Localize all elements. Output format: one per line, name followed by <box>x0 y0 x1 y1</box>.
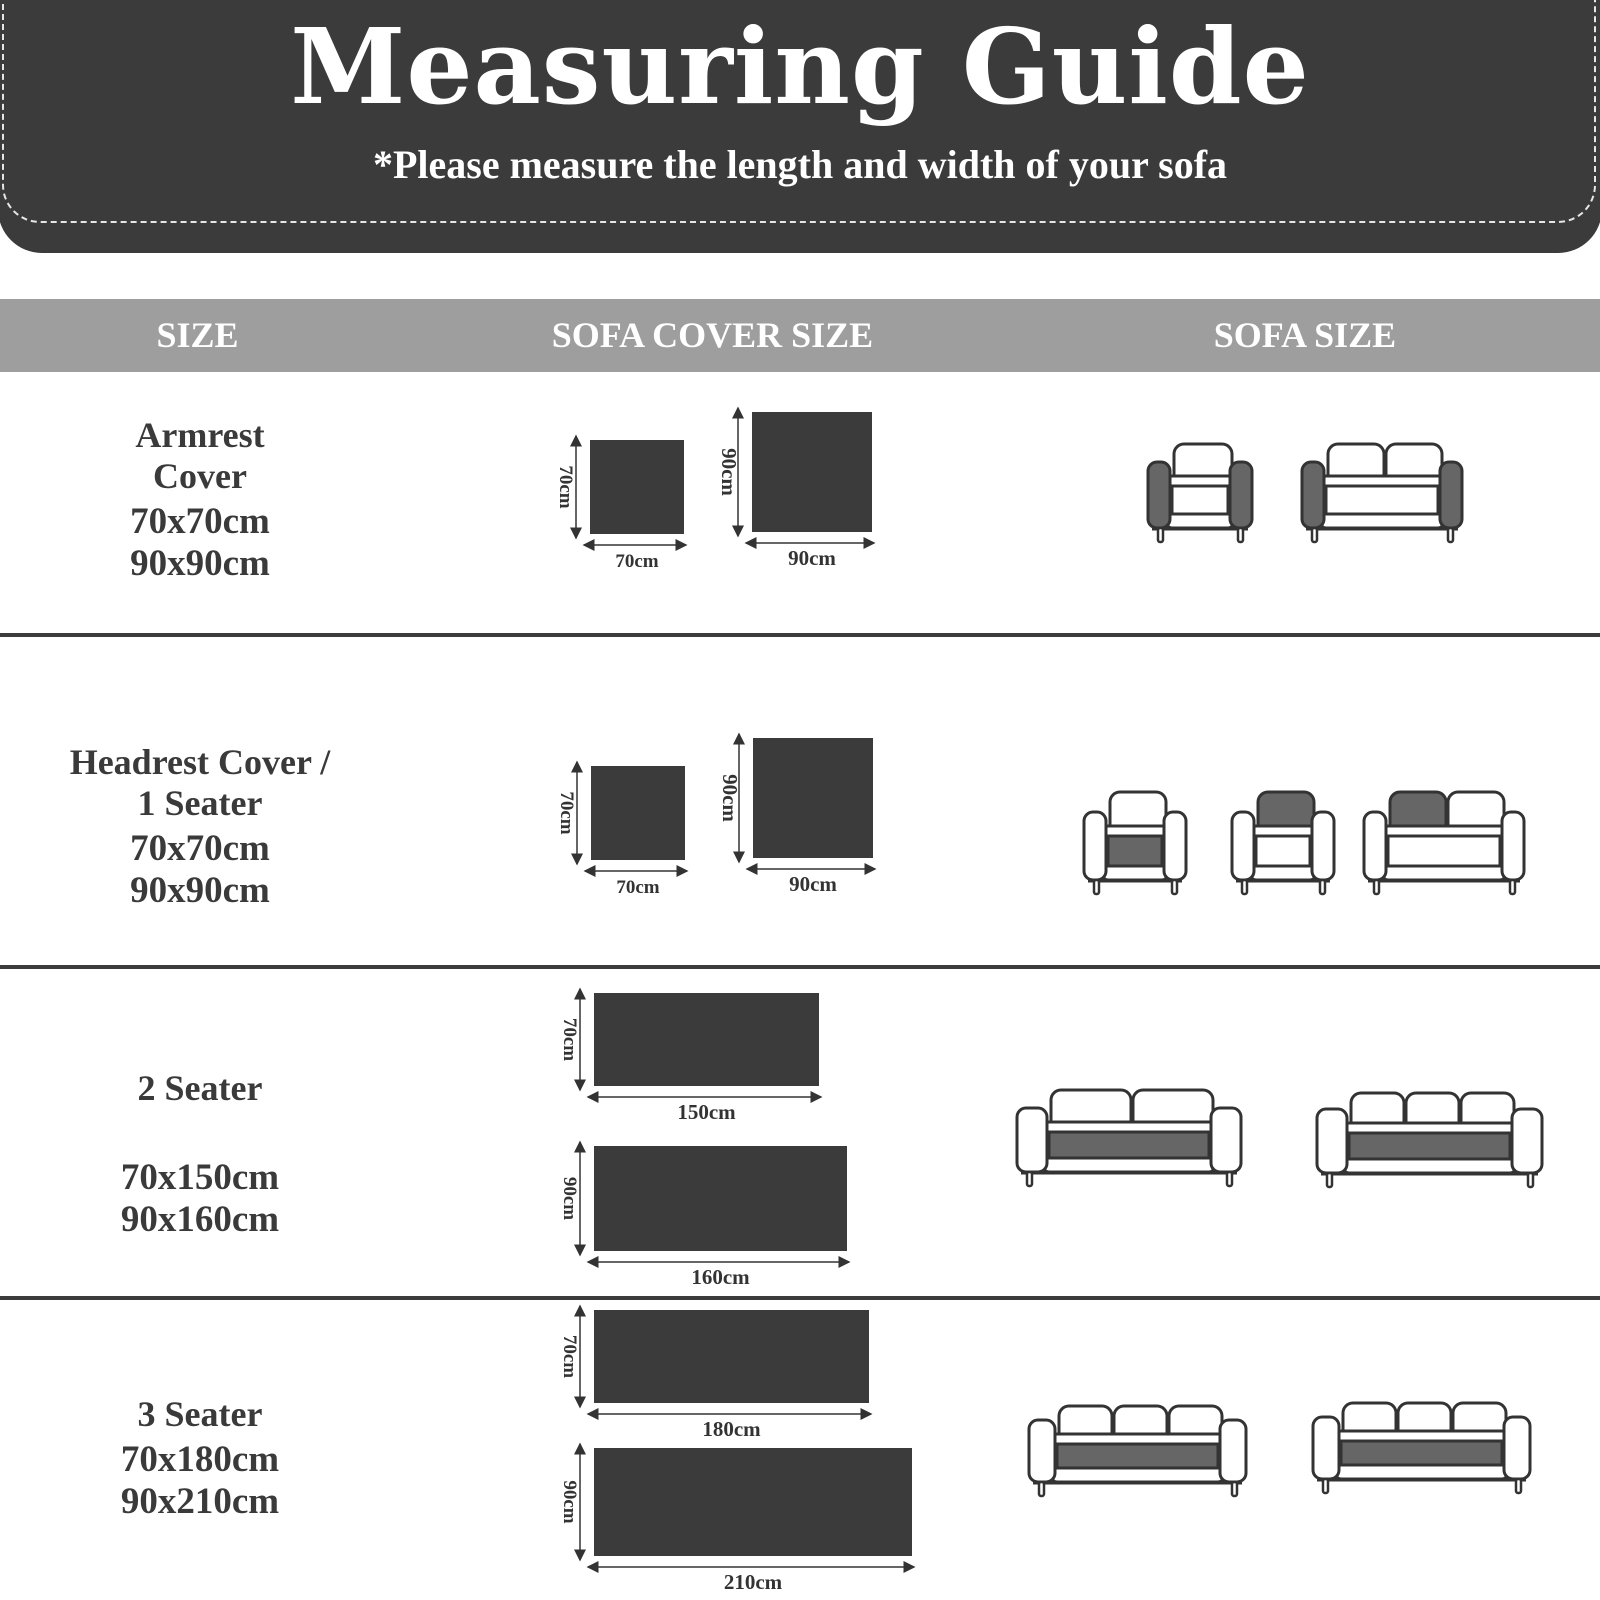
height-label: 70cm <box>559 1017 580 1062</box>
size-name: Headrest Cover / 1 Seater <box>69 742 331 823</box>
seat-cushion <box>1256 836 1310 866</box>
page-title: Measuring Guide <box>290 5 1310 128</box>
page-subtitle: *Please measure the length and width of your sofa <box>372 142 1228 187</box>
width-label: 150cm <box>677 1100 736 1124</box>
sofa-leg <box>1232 1482 1237 1496</box>
height-label: 70cm <box>559 1334 580 1379</box>
seat-cover <box>1349 1133 1510 1159</box>
sofa-leg <box>1027 1172 1032 1186</box>
sofa-leg <box>1320 880 1325 894</box>
armrest <box>1232 812 1254 880</box>
armrest-cover <box>1302 462 1324 528</box>
size-name: Armrest Cover <box>135 415 265 496</box>
loveseat-armrest-icon <box>1302 444 1462 542</box>
two-seat-sofa-icon <box>1017 1090 1241 1186</box>
width-label: 210cm <box>723 1570 783 1594</box>
size-dimensions: 70x150cm 90x160cm <box>120 1157 280 1240</box>
height-label: 70cm <box>556 791 577 835</box>
armchair-armrest-icon <box>1148 444 1252 542</box>
width-label: 70cm <box>616 877 660 898</box>
armrest <box>1211 1108 1241 1172</box>
loveseat-headrest-icon <box>1364 792 1524 894</box>
sofa-leg <box>1172 880 1177 894</box>
three-seat-sofa-icon <box>1029 1406 1246 1496</box>
armrest <box>1029 1420 1055 1482</box>
sofa-leg <box>1094 880 1099 894</box>
width-label: 180cm <box>702 1417 761 1441</box>
sofa-leg <box>1327 1173 1332 1187</box>
three-seat-sofa-icon <box>1313 1403 1530 1493</box>
height-label: 90cm <box>718 774 742 822</box>
sofa-leg <box>1242 880 1247 894</box>
width-label: 90cm <box>788 546 836 570</box>
sofa-leg <box>1238 528 1243 542</box>
armrest <box>1317 1109 1347 1173</box>
sofa-leg <box>1227 1172 1232 1186</box>
armrest <box>1084 812 1106 880</box>
armrest <box>1502 812 1524 880</box>
armrest-cover <box>1148 462 1170 528</box>
sofa-leg <box>1528 1173 1533 1187</box>
width-label: 160cm <box>691 1265 750 1289</box>
armrest <box>1017 1108 1047 1172</box>
armrest <box>1364 812 1386 880</box>
height-label: 90cm <box>717 448 741 496</box>
sofa-leg <box>1158 528 1163 542</box>
armrest <box>1313 1417 1339 1479</box>
armchair-seat-icon <box>1084 792 1186 894</box>
three-seat-sofa-icon <box>1317 1093 1542 1187</box>
seat-cover <box>1057 1444 1218 1468</box>
column-header-size: SIZE <box>156 315 239 355</box>
sofa-leg <box>1374 880 1379 894</box>
height-label: 90cm <box>559 1176 580 1221</box>
armrest-cover <box>1230 462 1252 528</box>
column-header-sofa-size: SOFA SIZE <box>1213 315 1397 355</box>
sofa-leg <box>1323 1479 1328 1493</box>
seat-cushion <box>1388 836 1500 866</box>
size-name: 3 Seater <box>137 1394 263 1434</box>
sofa-leg <box>1516 1479 1521 1493</box>
width-label: 70cm <box>615 551 659 572</box>
armrest <box>1164 812 1186 880</box>
height-label: 70cm <box>555 465 576 509</box>
sofa-leg <box>1312 528 1317 542</box>
seat-cover <box>1341 1441 1502 1465</box>
armrest <box>1220 1420 1246 1482</box>
sofa-leg <box>1448 528 1453 542</box>
armrest <box>1504 1417 1530 1479</box>
armrest <box>1512 1109 1542 1173</box>
seat-cushion <box>1172 486 1228 514</box>
sofa-leg <box>1039 1482 1044 1496</box>
armchair-headrest-icon <box>1232 792 1334 894</box>
size-dimensions: 70x70cm 90x90cm <box>130 828 270 911</box>
column-header-cover-size: SOFA COVER SIZE <box>551 315 874 355</box>
width-label: 90cm <box>789 872 837 896</box>
sofa-leg <box>1510 880 1515 894</box>
seat-cover <box>1049 1132 1209 1158</box>
armrest-cover <box>1440 462 1462 528</box>
size-dimensions: 70x70cm 90x90cm <box>130 501 270 584</box>
size-name: 2 Seater <box>137 1068 263 1108</box>
seat-cover <box>1108 836 1162 866</box>
size-dimensions: 70x180cm 90x210cm <box>120 1439 280 1522</box>
height-label: 90cm <box>559 1480 580 1524</box>
seat-cushion <box>1326 486 1438 514</box>
armrest <box>1312 812 1334 880</box>
